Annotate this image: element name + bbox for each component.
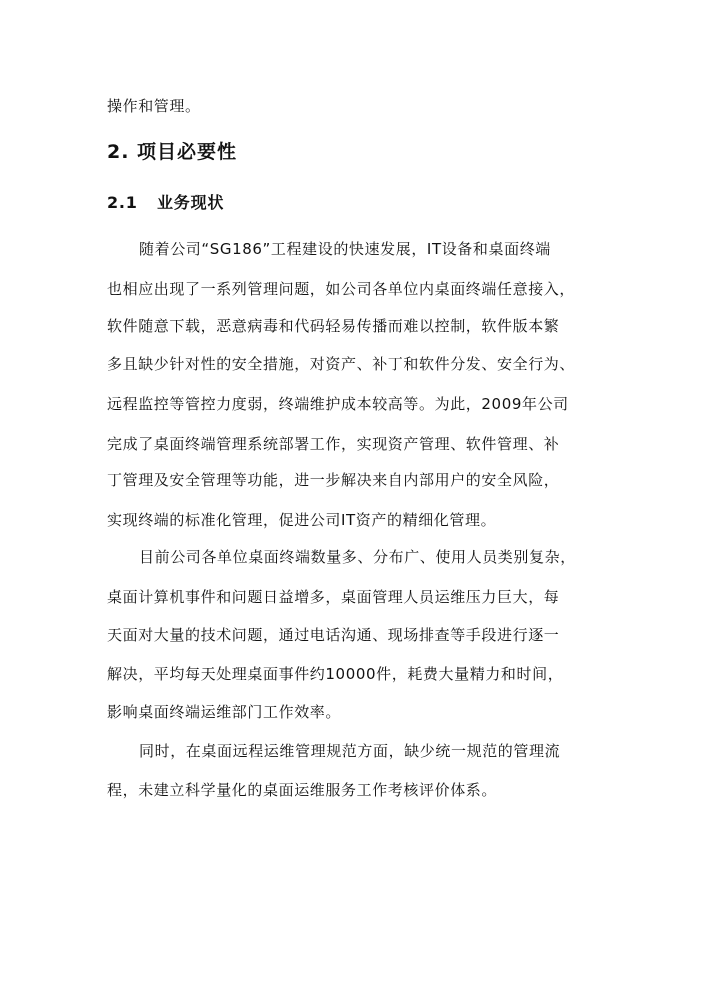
paragraph-2-line-2: 桌面计算机事件和问题日益增多，桌面管理人员运维压力巨大，每 <box>107 588 560 606</box>
paragraph-1-line-7: 丁管理及安全管理等功能，进一步解决来自内部用户的安全风险， <box>107 471 560 489</box>
paragraph-1-line-5: 远程监控等管控力度弱，终端维护成本较高等。为此，2009年公司 <box>107 395 569 413</box>
paragraph-2-line-5: 影响桌面终端运维部门工作效率。 <box>107 703 342 721</box>
paragraph-2-line-3: 天面对大量的技术问题，通过电话沟通、现场排查等手段进行逐一 <box>107 626 560 644</box>
paragraph-3-line-2: 程，未建立科学量化的桌面运维服务工作考核评价体系。 <box>107 781 498 799</box>
paragraph-1-line-8: 实现终端的标准化管理，促进公司IT资产的精细化管理。 <box>107 511 497 529</box>
paragraph-1-line-1: 随着公司“SG186”工程建设的快速发展，IT设备和桌面终端 <box>139 240 551 258</box>
subsection-title: 业务现状 <box>157 193 225 212</box>
paragraph-1-line-2: 也相应出现了一系列管理问题，如公司各单位内桌面终端任意接入， <box>107 280 576 298</box>
paragraph-1-line-3: 软件随意下载，恶意病毒和代码轻易传播而难以控制，软件版本繁 <box>107 317 560 335</box>
paragraph-1-line-4: 多且缺少针对性的安全措施，对资产、补丁和软件分发、安全行为、 <box>107 355 576 373</box>
paragraph-2-line-1: 目前公司各单位桌面终端数量多、分布广、使用人员类别复杂， <box>139 548 576 566</box>
intro-tail-line: 操作和管理。 <box>107 97 201 115</box>
paragraph-1-line-6: 完成了桌面终端管理系统部署工作，实现资产管理、软件管理、补 <box>107 435 560 453</box>
section-heading: 2. 项目必要性 <box>107 141 238 163</box>
subsection-number: 2.1 <box>107 193 138 212</box>
paragraph-3-line-1: 同时，在桌面远程运维管理规范方面，缺少统一规范的管理流 <box>139 742 561 760</box>
paragraph-2-line-4: 解决，平均每天处理桌面事件约10000件，耗费大量精力和时间， <box>107 665 564 683</box>
subsection-heading <box>107 192 224 214</box>
